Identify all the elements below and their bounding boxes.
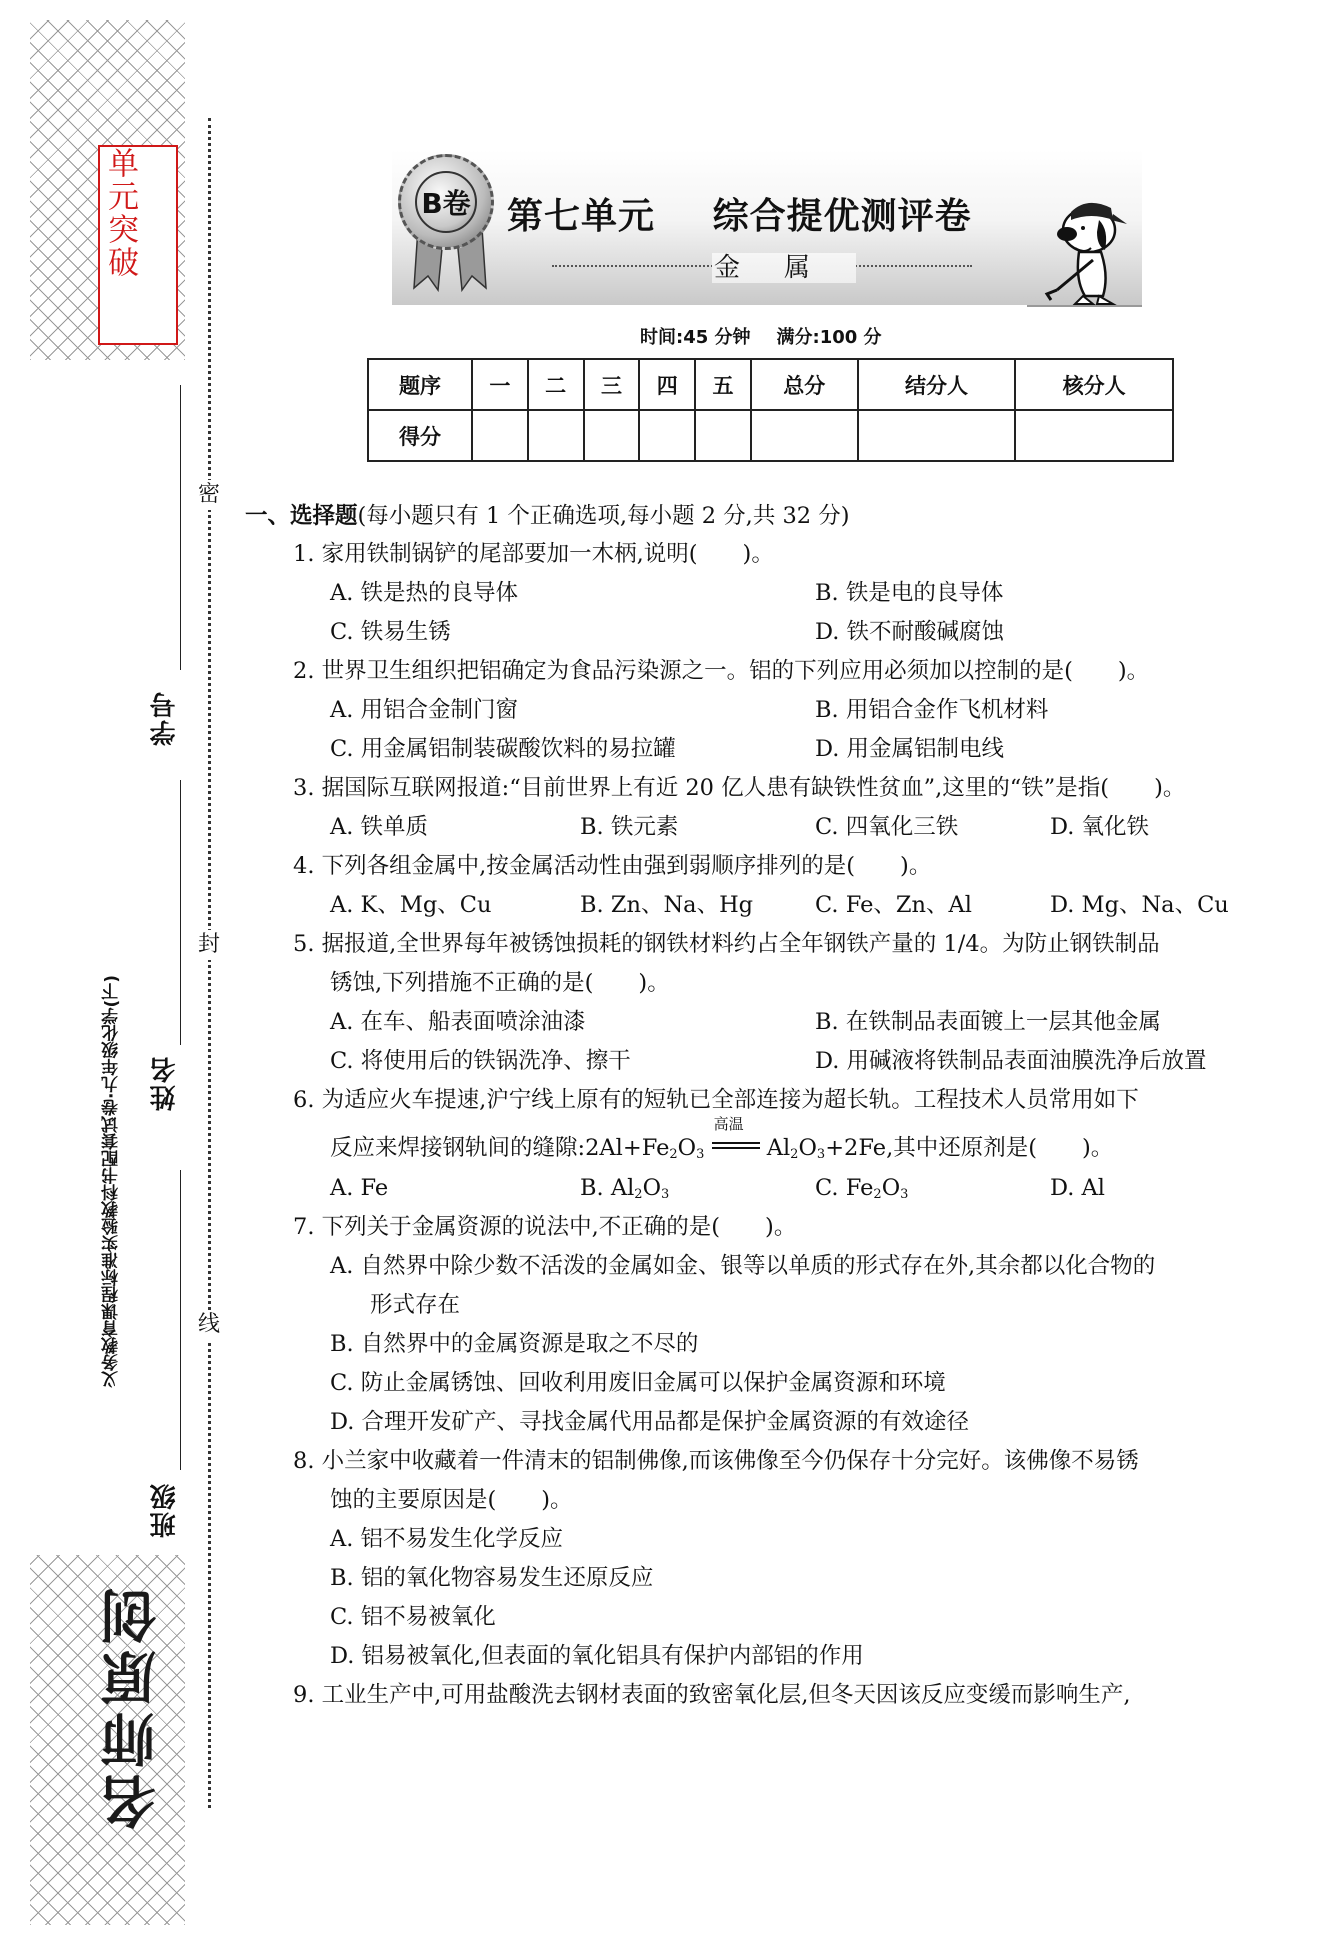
option: A. 在车、船表面喷涂油漆: [330, 1009, 586, 1035]
question-4: 4. 下列各组金属中,按金属活动性由强到弱顺序排列的是( )。: [293, 853, 932, 879]
option: D. 合理开发矿产、寻找金属代用品都是保护金属资源的有效途径: [330, 1409, 970, 1435]
option: D. 氧化铁: [1050, 814, 1150, 840]
option: C. 铝不易被氧化: [330, 1604, 496, 1630]
medal-label: B卷: [421, 187, 471, 220]
score-input-cell[interactable]: [695, 410, 751, 461]
score-table-header: [368, 359, 1173, 410]
option: B. $Al_2O_3$: [580, 1175, 670, 1202]
title-banner: [392, 150, 1147, 310]
seal-mark: 封: [196, 930, 222, 960]
option-text: C. Fe: [815, 1175, 874, 1201]
medal-icon: [398, 154, 494, 250]
question-8-cont: 蚀的主要原因是( )。: [330, 1487, 573, 1513]
student-id-label: 学号: [150, 690, 180, 746]
option: D. 铁不耐酸碱腐蚀: [815, 619, 1005, 645]
option-cont: 形式存在: [370, 1292, 461, 1318]
option: C. 四氧化三铁: [815, 814, 959, 840]
option: B. 自然界中的金属资源是取之不尽的: [330, 1331, 699, 1357]
equation-tail: ,其中还原剂是( )。: [886, 1135, 1114, 1161]
equation-text: 反应来焊接钢轨间的缝隙:2Al+Fe: [330, 1135, 670, 1161]
table-cell: 总分: [751, 359, 858, 410]
score-table: [367, 358, 1174, 462]
question-3: 3. 据国际互联网报道:“目前世界上有近 20 亿人患有缺铁性贫血”,这里的“铁”是指( )。: [293, 775, 1186, 801]
seal-mark: 线: [196, 1310, 222, 1340]
table-cell: 四: [639, 359, 695, 410]
reaction-arrow: [712, 1115, 760, 1164]
unit-badge: 单元突破: [102, 147, 138, 279]
score-input-cell[interactable]: [858, 410, 1016, 461]
option: C. 用金属铝制装碳酸饮料的易拉罐: [330, 736, 676, 762]
score-input-cell[interactable]: [472, 410, 528, 461]
subtitle-block: [552, 245, 972, 285]
reaction-condition: 高温: [713, 1115, 744, 1133]
time-info: [640, 323, 882, 349]
section-title: 一、选择题: [245, 503, 358, 529]
name-line[interactable]: [180, 780, 181, 1045]
option: C. 防止金属锈蚀、回收利用废旧金属可以保护金属资源和环境: [330, 1370, 946, 1396]
score-input-cell[interactable]: [528, 410, 584, 461]
option: A. 铁单质: [330, 814, 429, 840]
seal-line: [208, 118, 211, 1808]
table-cell: 题序: [368, 359, 472, 410]
question-9: 9. 工业生产中,可用盐酸洗去钢材表面的致密氧化层,但冬天因该反应变缓而影响生产,: [293, 1682, 1131, 1708]
section-heading: [245, 500, 850, 532]
question-1: 1. 家用铁制锅铲的尾部要加一木柄,说明( )。: [293, 541, 774, 567]
option: C. Fe、Zn、Al: [815, 892, 972, 918]
table-cell: 核分人: [1015, 359, 1173, 410]
student-id-line[interactable]: [180, 385, 181, 670]
question-2: 2. 世界卫生组织把铝确定为食品污染源之一。铝的下列应用必须加以控制的是( )。: [293, 658, 1150, 684]
option: A. 用铝合金制门窗: [330, 697, 519, 723]
score-input-cell[interactable]: [639, 410, 695, 461]
class-line[interactable]: [180, 1170, 181, 1470]
option: B. Zn、Na、Hg: [580, 892, 754, 918]
series-title: 义务教育课程标准实验教科书配套试卷·九年级化学(下): [102, 975, 122, 1388]
option: C. 将使用后的铁锅洗净、擦干: [330, 1048, 631, 1074]
question-7: 7. 下列关于金属资源的说法中,不正确的是( )。: [293, 1214, 797, 1240]
snoopy-mascot-icon: [1027, 190, 1142, 310]
option: B. 铁是电的良导体: [815, 580, 1004, 606]
name-label: 姓名: [150, 1055, 180, 1111]
score-table-row: [368, 410, 1173, 461]
option: D. Al: [1050, 1175, 1105, 1201]
option: D. 用金属铝制电线: [815, 736, 1005, 762]
section-note: (每小题只有 1 个正确选项,每小题 2 分,共 32 分): [357, 503, 850, 529]
option: A. 铁是热的良导体: [330, 580, 519, 606]
table-cell: 二: [528, 359, 584, 410]
question-6-equation: 反应来焊接钢轨间的缝隙$:2Al+Fe_2O_3$ 高温 $Al_2O_3+2Fe$,其中还原剂是( )。: [330, 1132, 1113, 1171]
exam-name: 综合提优测评卷: [712, 196, 972, 237]
time-limit: 时间:45 分钟: [640, 327, 751, 348]
score-input-cell[interactable]: [584, 410, 640, 461]
option: C. 铁易生锈: [330, 619, 451, 645]
brand-name: 名师原创: [99, 1582, 165, 1830]
score-input-cell[interactable]: [1015, 410, 1173, 461]
table-cell: 得分: [368, 410, 472, 461]
question-6: 6. 为适应火车提速,沪宁线上原有的短轨已全部连接为超长轨。工程技术人员常用如下: [293, 1087, 1139, 1113]
seal-mark: 密: [196, 480, 222, 510]
score-input-cell[interactable]: [751, 410, 858, 461]
unit-title: 第七单元: [507, 196, 656, 237]
option: C. $Fe_2O_3$: [815, 1175, 909, 1202]
option: A. 自然界中除少数不活泼的金属如金、银等以单质的形式存在外,其余都以化合物的: [330, 1253, 1156, 1279]
subtitle: [552, 247, 972, 284]
subtitle-text: 金属: [713, 253, 854, 283]
table-cell: 五: [695, 359, 751, 410]
class-label: 班级: [150, 1482, 180, 1538]
option: A. Fe: [330, 1175, 389, 1201]
table-cell: 一: [472, 359, 528, 410]
option: B. 铝的氧化物容易发生还原反应: [330, 1565, 654, 1591]
exam-title: [507, 188, 972, 239]
question-8: 8. 小兰家中收藏着一件清末的铝制佛像,而该佛像至今仍保存十分完好。该佛像不易锈: [293, 1448, 1139, 1474]
question-5: 5. 据报道,全世界每年被锈蚀损耗的钢铁材料约占全年钢铁产量的 1/4。为防止钢铁制品: [293, 931, 1160, 957]
option: A. 铝不易发生化学反应: [330, 1526, 564, 1552]
option: A. K、Mg、Cu: [330, 892, 492, 918]
table-cell: 结分人: [858, 359, 1016, 410]
question-5-cont: 锈蚀,下列措施不正确的是( )。: [330, 970, 670, 996]
option: B. 用铝合金作飞机材料: [815, 697, 1049, 723]
table-cell: 三: [584, 359, 640, 410]
option: D. Mg、Na、Cu: [1050, 892, 1229, 918]
option: D. 用碱液将铁制品表面油膜洗净后放置: [815, 1048, 1207, 1074]
option: D. 铝易被氧化,但表面的氧化铝具有保护内部铝的作用: [330, 1643, 864, 1669]
option: B. 铁元素: [580, 814, 679, 840]
option: B. 在铁制品表面镀上一层其他金属: [815, 1009, 1161, 1035]
full-score: 满分:100 分: [776, 327, 882, 348]
